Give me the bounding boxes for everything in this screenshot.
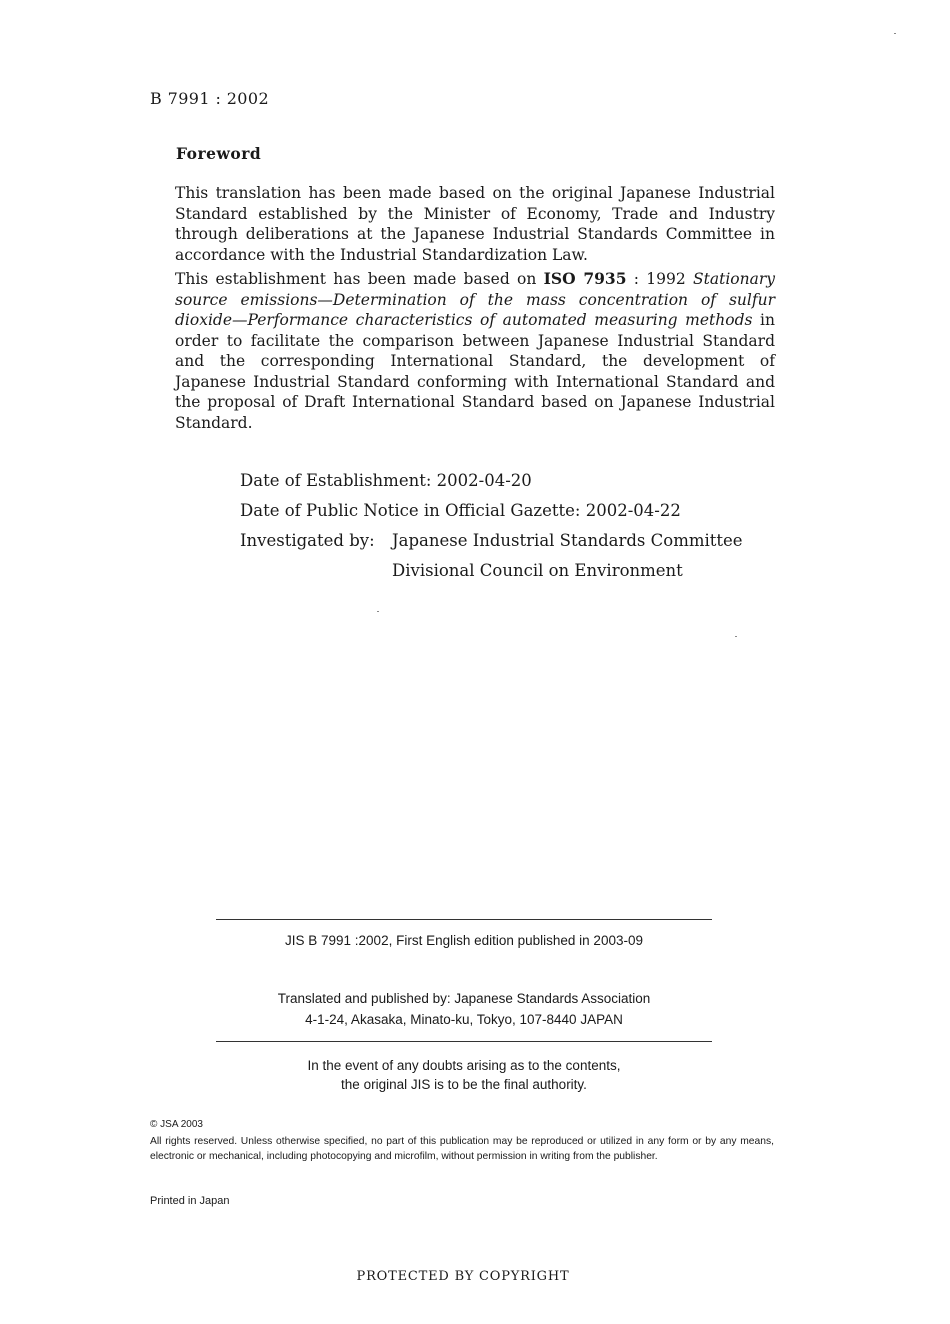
printed-in: Printed in Japan — [150, 1195, 230, 1207]
divider-bottom — [216, 1041, 712, 1042]
edition-line: JIS B 7991 :2002, First English edition published in 2003-09 — [285, 933, 643, 948]
foreword-paragraph-2 — [175, 269, 775, 433]
date-of-establishment: Date of Establishment: 2002-04-20 — [240, 471, 532, 490]
publisher-line: Translated and published by: Japanese Standards Association — [277, 991, 651, 1006]
authority-notice-line-1: In the event of any doubts arising as to the contents, — [307, 1058, 621, 1073]
investigated-by-council: Divisional Council on Environment — [392, 561, 683, 580]
iso-year: : 1992 — [626, 270, 693, 288]
rights-reserved-text: All rights reserved. Unless otherwise specified, no part of this publication may be reproduced or utilized in any form or by any means, electronic or mechanical, including photocopying and microfilm, without permission in writing from the publisher. — [150, 1136, 774, 1162]
investigated-by-label: Investigated by: — [240, 531, 375, 550]
foreword-heading: Foreword — [176, 144, 262, 163]
investigated-by-committee: Japanese Industrial Standards Committee — [392, 531, 743, 550]
copyright-notice: © JSA 2003 — [150, 1119, 203, 1130]
authority-notice-line-2: the original JIS is to be the final authority. — [341, 1077, 587, 1092]
foreword-paragraph-1: This translation has been made based on the original Japanese Industrial Standard established by the Minister of Economy, Trade and Industry through deliberations at the Japanese Industrial Standards Committee in accordance with the Industrial Standardization Law. — [175, 184, 775, 264]
divider-top — [216, 919, 712, 920]
protected-by-copyright-footer: PROTECTED BY COPYRIGHT — [356, 1269, 570, 1284]
scan-speck — [894, 33, 896, 34]
scan-speck — [377, 611, 379, 612]
scan-speck — [735, 636, 737, 637]
para2-body: in order to facilitate the comparison between Japanese Industrial Standard and the corresponding International Standard, the development of Japanese Industrial Standard conforming with International Standard and the proposal of Draft International Standard based on Japanese Industrial Standard. — [175, 311, 775, 432]
para2-intro: This establishment has been made based on — [175, 270, 544, 288]
document-number: B 7991 : 2002 — [150, 89, 270, 108]
publisher-address: 4-1-24, Akasaka, Minato-ku, Tokyo, 107-8440 JAPAN — [305, 1012, 623, 1027]
iso-title: Stationary source emissions—Determination of the mass concentration of sulfur dioxide—Performance characteristics of automated measuring methods — [175, 270, 775, 329]
iso-reference: ISO 7935 — [543, 269, 627, 288]
date-of-public-notice: Date of Public Notice in Official Gazette: 2002-04-22 — [240, 501, 681, 520]
